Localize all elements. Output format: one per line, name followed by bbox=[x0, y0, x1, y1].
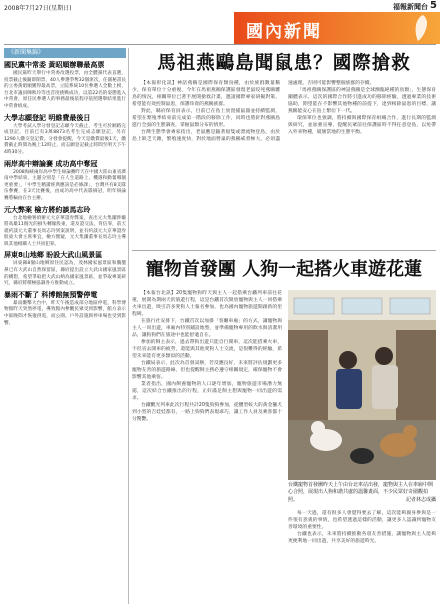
digest-headline: 兩岸高中辯論賽 成功高中奪冠 bbox=[4, 159, 98, 168]
story-paragraph: 【本報台北訊】20隻寵物狗昨天與主人一起搭乘台鐵列車前往花蓮，展開為期兩天的旅遊行程，這是台鐵首次開放寵物與主人一同搭乘火車出遊，吸引許多愛狗人士報名參加，也為國內寵物旅遊開創新的里程碑。 bbox=[132, 291, 282, 317]
section-title: 國內新聞 bbox=[246, 22, 322, 42]
digest-headline: 大學志願登記 明維費最後日 bbox=[4, 113, 91, 122]
column-divider bbox=[128, 48, 129, 604]
second-story-body bbox=[132, 290, 282, 604]
digest-item bbox=[4, 60, 126, 111]
story-paragraph: 業者指出，國內飼養寵物的人口逐年增加，寵物旅遊市場潛力無窮，這次結合台鐵推出的行程，正好滿足飼主想與寵物一同出遊的需求。 bbox=[132, 382, 282, 401]
section-banner bbox=[234, 12, 440, 44]
main-story-body bbox=[132, 80, 436, 248]
digest-body: 台北地檢署偵辦元大京華證券弊案，查出元大集團涉嫌將高雄11個光的損失轉嫁股東，還及證交法，背信罪，前天就約談元大董事長馬志玲到案說明，並有約談元大京華證券股東大會主席事宜，檢方懷疑，元大集團董事長馬志玲主導與其他相關人士共同犯罪。 bbox=[4, 215, 126, 247]
story-paragraph: 「馬祖燕鷗保護區的神話燕鷗是全球瀕臨絕種的鳥類」，生態保育團體表示，這次的國際合作將引進成功的移除經驗，透過專業的技術協助，期望能在不影響其他物種的前提下，達到根除鼠患的目標，讓燕鷗能安心在島上繁衍下一代。 bbox=[288, 88, 436, 114]
digest-item bbox=[4, 205, 126, 249]
digest-item bbox=[4, 113, 126, 157]
digest-body: 大學考試入學分發登記志願今天截止，考生可於網路完成登記，目前已有3萬8873名考生完成志願登記，另有1290人繳交登記費。分發會提醒，今天是繳費最後1天，繳費截止時間為晚上12時止，而志願登記截止時間至明天下午4時30分。 bbox=[4, 123, 126, 155]
photo-credit: 記者林志成攝 bbox=[405, 496, 436, 503]
digest-headline: 國民黨中常委 黃昭順辦聯最高票 bbox=[4, 61, 105, 69]
page-header bbox=[0, 0, 440, 12]
digest-item bbox=[4, 290, 126, 327]
story-paragraph: 在旅行社安排下，台鐵首次以加掛「客廳車廂」的方式，讓寵物與主人一同出遊，車廂內特別鋪設地墊，並準備寵物專用的飲水與清潔用品，讓狗狗們在旅途中也能舒適自在。 bbox=[132, 319, 282, 338]
header-rule bbox=[4, 44, 436, 45]
story-paragraph: 對此，縣府保育員表示，目前已在島上放置捕鼠器並持續監測，希望在繁殖季結束前完成第一階段的移除工作，同時也將針對燕鷗島進行全面的生態調查，掌握鼠類分布的情形。 bbox=[132, 109, 280, 128]
issue-date: 2008年7月27日(星期日) bbox=[4, 5, 72, 12]
publication-brand: 福報新聞台 bbox=[393, 3, 428, 11]
news-digest-header: 《新聞集錦》 bbox=[4, 48, 126, 58]
story-paragraph: 每一天過，還有很多人會覺得要去了解，這次能夠親身參與是一件很有意義的事情，也希望透過這樣的活動，讓更多人認識到寵物友善環境的重要性。 bbox=[288, 511, 436, 530]
story-paragraph: 台灣生態學會專家指出，老鼠應是隨著船隻或漂流物登島，由於島上缺乏天敵，繁殖速度快，對於地面營巢的燕鷗威脅極大，必須盡速處理，否則可能影響整個族群的存續。 bbox=[132, 81, 375, 142]
story-paragraph: 環保單位也強調，將持續與國際保育組織合作，進行長期的監測與研究，並加強宣導，提醒民眾前往保護區時不得任意登島，以免帶入外來物種，破壞當地的生態平衡。 bbox=[288, 116, 436, 135]
story-paragraph: 台鐵局表示，此次為首發試辦，若反應良好，未來將評估規劃更多寵物友善的旅遊路線，但也提醒飼主務必遵守相關規定，確保寵物不會影響其他乘客。 bbox=[132, 361, 282, 380]
taiwan-map-icon bbox=[412, 14, 430, 42]
digest-body: 暴雨襲擊大台中，昨天午後造成部分地區停電，科學博物館昨天突然停電，導致館內參觀民眾受到影響，館方表示中區晚間才恢復供電，而公園、戶外設施與停車場也受到影響。 bbox=[4, 300, 126, 326]
second-headline: 寵物首發團 人狗一起搭火車遊花蓮 bbox=[145, 259, 423, 280]
digest-item bbox=[4, 250, 126, 287]
story-paragraph: 台鐵也表示，未來將持續推動各項友善措施，讓寵物與主人能夠更便利地一同出遊，共享美好的旅遊時光。 bbox=[288, 532, 436, 544]
digest-headline: 元大弊案 檢方將約談馬志玲 bbox=[4, 205, 91, 214]
story-paragraph: 台鐵觀光列車此次行程共計20隻狗狗參加，從體型較大的黃金獵犬到小型的吉娃娃都有，一路上狗狗們表現乖巧，讓工作人員及乘客都十分驚艷。 bbox=[132, 403, 282, 422]
digest-body: 屏東縣8個山地鄉原住民認為，茂林國家風景區和鵝鑾鼻已有大武山自然保留區，縣府提出設立大武山國家風景區的構想，希望爭取把大武山納為國家風景區，並爭取專案研究，縣府將積極協調各方推動成立。 bbox=[4, 261, 126, 287]
digest-body: 2008海峽兩岸高中學生辯論賽昨天在中國大陸山東省濟南中學結束，主題分別是「在人生道路上，機遇和勤奮哪個更重要」，「中學生精讀經典應該是必修課」，台灣共有8支隊伍參賽，在3天比賽後，由成功高中代表隊摘冠，明年辯論賽將輪由在台主辦。 bbox=[4, 169, 126, 201]
story-separator bbox=[132, 250, 436, 251]
digest-item bbox=[4, 159, 126, 203]
digest-headline: 屏東8山地鄉 盼設大武山風景區 bbox=[4, 251, 103, 260]
main-headline: 馬祖燕鷗島聞鼠患？國際搶救 bbox=[157, 53, 411, 74]
page-number: 5 bbox=[430, 0, 437, 11]
story-paragraph: 【本報彰化訊】神話燕鷗是國際保育類鳥種，由於族群數量稀少，保育單位十分重視，今年在馬祖燕鷗保護區發現老鼠咬死燕鷗雛鳥的情況，相關單位已著手展開搶救計畫，邀請國際專家研擬對策，希望能有效控制鼠患，保護珍貴的燕鷗族群。 bbox=[132, 81, 280, 107]
story-paragraph: 參加的飼主表示，過去帶狗出遊只能自行開車，這次能搭乘火車，不但省去開車的疲勞，還能與其他愛狗人士交流，是很難得的經驗，希望未來能有更多類似的活動。 bbox=[132, 340, 282, 359]
second-story-continued bbox=[288, 510, 436, 604]
news-photo bbox=[288, 290, 436, 480]
news-digest-column bbox=[4, 58, 126, 606]
caption-text: 台鐵寵物首發團昨天上午由台北車站出發，寵物與主人在車廂中開心合照，展現出人狗和諧共處的溫馨畫面，不少民眾好奇圍觀拍照。 bbox=[288, 482, 434, 503]
digest-headline: 暴雨不斷了 科博館無預警停電 bbox=[4, 290, 98, 299]
photo-caption bbox=[288, 482, 436, 508]
digest-body: 國民黨昨天舉行中常委改選投票，由全體黨代表直選，投票截止後隨即開票，40人參選爭奪32個席次，任副秘書長的立委黃昭順獲得最高票，立院系統10位參選人全數上榜，台北市議員陳秋玲等也首度挑戰成功，以第22名的姿態進入中常會，原任民參選人的事務最後依程序依照選舉結果進行中常會組成。 bbox=[4, 71, 126, 109]
